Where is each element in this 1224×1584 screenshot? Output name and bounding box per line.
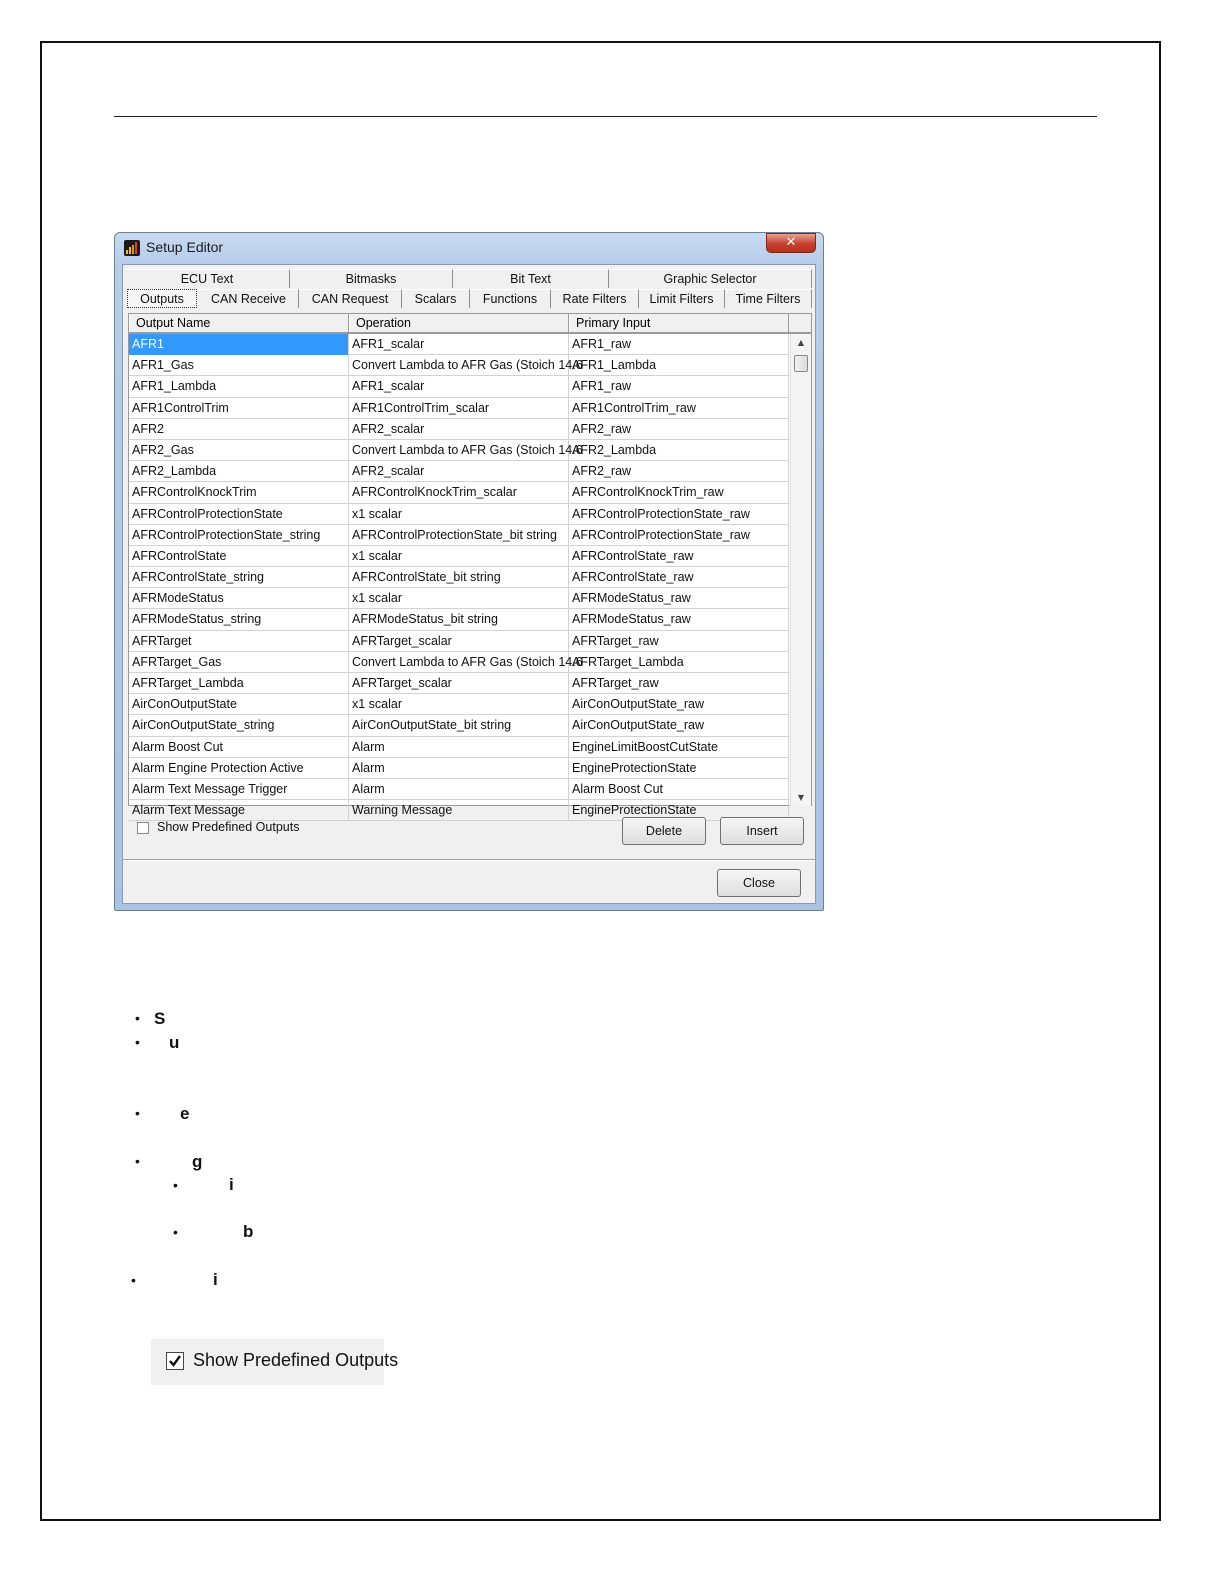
cell-output-name[interactable]: Alarm Boost Cut bbox=[129, 737, 349, 758]
cell-output-name[interactable]: AFRControlKnockTrim bbox=[129, 482, 349, 503]
tab-can-receive[interactable] bbox=[199, 289, 299, 308]
table-row[interactable] bbox=[129, 461, 789, 482]
tab-outputs[interactable] bbox=[127, 289, 197, 308]
column-header-primary-input[interactable]: Primary Input bbox=[569, 314, 789, 332]
tab-limit-filters[interactable] bbox=[639, 289, 725, 308]
table-row[interactable] bbox=[129, 398, 789, 419]
cell-output-name[interactable]: AFRControlState_string bbox=[129, 567, 349, 588]
table-row[interactable] bbox=[129, 758, 789, 779]
table-row[interactable] bbox=[129, 779, 789, 800]
close-icon: ✕ bbox=[785, 235, 797, 250]
tab-rate-filters[interactable] bbox=[551, 289, 639, 308]
bullet-text: b bbox=[243, 1222, 254, 1241]
cell-output-name[interactable]: AFR2_Lambda bbox=[129, 461, 349, 482]
table-row[interactable] bbox=[129, 673, 789, 694]
cell-primary-input[interactable]: AFRModeStatus_raw bbox=[569, 609, 789, 630]
bullet-dot: • bbox=[173, 1224, 178, 1240]
bullet-text: e bbox=[180, 1104, 190, 1123]
bullet-text: g bbox=[192, 1152, 203, 1171]
cell-output-name[interactable]: Alarm Text Message Trigger bbox=[129, 779, 349, 800]
tab-bit-text[interactable] bbox=[453, 269, 609, 288]
cell-operation[interactable]: x1 scalar bbox=[349, 546, 569, 567]
grid-rows bbox=[129, 334, 789, 818]
cell-operation[interactable]: Convert Lambda to AFR Gas (Stoich 14.6 bbox=[349, 355, 569, 376]
table-row[interactable] bbox=[129, 588, 789, 609]
table-row[interactable] bbox=[129, 631, 789, 652]
cell-primary-input[interactable]: AFR1ControlTrim_raw bbox=[569, 398, 789, 419]
column-header-operation[interactable]: Operation bbox=[349, 314, 569, 332]
bullet-dot: • bbox=[173, 1177, 178, 1193]
cell-output-name[interactable]: AirConOutputState bbox=[129, 694, 349, 715]
delete-button[interactable]: Delete bbox=[622, 817, 706, 845]
cell-primary-input[interactable]: AFRControlKnockTrim_raw bbox=[569, 482, 789, 503]
cell-output-name[interactable]: AFRTarget bbox=[129, 631, 349, 652]
tab-label: Outputs bbox=[140, 292, 184, 306]
cell-operation[interactable]: x1 scalar bbox=[349, 588, 569, 609]
table-row[interactable] bbox=[129, 504, 789, 525]
title-bar[interactable] bbox=[115, 233, 823, 263]
table-row[interactable] bbox=[129, 652, 789, 673]
cell-primary-input[interactable]: AFRTarget_raw bbox=[569, 673, 789, 694]
cell-primary-input[interactable]: AFRControlProtectionState_raw bbox=[569, 525, 789, 546]
column-header-output-name[interactable]: Output Name bbox=[129, 314, 349, 332]
cell-operation[interactable]: x1 scalar bbox=[349, 504, 569, 525]
cell-primary-input[interactable]: AirConOutputState_raw bbox=[569, 694, 789, 715]
tab-label: Functions bbox=[482, 292, 538, 306]
bullet-text: S bbox=[154, 1009, 166, 1028]
bar-graph-icon bbox=[124, 240, 140, 256]
table-row[interactable] bbox=[129, 694, 789, 715]
bullet-dot: • bbox=[135, 1010, 140, 1026]
cell-primary-input[interactable]: AFRTarget_raw bbox=[569, 631, 789, 652]
tab-graphic-selector[interactable] bbox=[609, 269, 812, 288]
tab-row-bottom bbox=[125, 289, 813, 309]
scroll-down-icon[interactable]: ▼ bbox=[797, 793, 805, 802]
cell-output-name[interactable]: AirConOutputState_string bbox=[129, 715, 349, 736]
cell-operation[interactable]: Alarm bbox=[349, 758, 569, 779]
cell-operation[interactable]: Convert Lambda to AFR Gas (Stoich 14.6 bbox=[349, 440, 569, 461]
bullet-text: i bbox=[229, 1175, 234, 1194]
tab-can-request[interactable] bbox=[299, 289, 402, 308]
tab-label: CAN Request bbox=[311, 292, 389, 306]
cell-output-name[interactable]: AFR2_Gas bbox=[129, 440, 349, 461]
cell-output-name[interactable]: AFR1 bbox=[129, 334, 349, 355]
cell-primary-input[interactable]: AFR1_Lambda bbox=[569, 355, 789, 376]
checkbox-checked-icon[interactable] bbox=[166, 1352, 184, 1370]
bullet-dot: • bbox=[135, 1034, 140, 1050]
cell-primary-input[interactable]: AFRControlState_raw bbox=[569, 546, 789, 567]
scroll-up-icon[interactable]: ▲ bbox=[797, 338, 805, 347]
table-row[interactable] bbox=[129, 440, 789, 461]
cell-primary-input[interactable]: AFRControlState_raw bbox=[569, 567, 789, 588]
table-row[interactable] bbox=[129, 546, 789, 567]
tab-label: Graphic Selector bbox=[663, 272, 757, 286]
tab-label: Limit Filters bbox=[649, 292, 714, 306]
cell-output-name[interactable]: Alarm Engine Protection Active bbox=[129, 758, 349, 779]
cell-primary-input[interactable]: AFR2_raw bbox=[569, 419, 789, 440]
cell-operation[interactable]: AFR1ControlTrim_scalar bbox=[349, 398, 569, 419]
checkbox-label: Show Predefined Outputs bbox=[157, 820, 300, 834]
cell-operation[interactable]: x1 scalar bbox=[349, 694, 569, 715]
window-client-area bbox=[122, 264, 816, 904]
cell-primary-input[interactable]: AFRControlProtectionState_raw bbox=[569, 504, 789, 525]
table-row[interactable] bbox=[129, 609, 789, 630]
cell-operation[interactable]: AFRControlState_bit string bbox=[349, 567, 569, 588]
tab-functions[interactable] bbox=[470, 289, 551, 308]
table-row[interactable] bbox=[129, 334, 789, 355]
checkbox-icon[interactable] bbox=[137, 822, 149, 834]
setup-editor-window bbox=[114, 232, 824, 911]
cell-operation[interactable]: AFR1_scalar bbox=[349, 376, 569, 397]
cell-primary-input[interactable]: AFR1_raw bbox=[569, 376, 789, 397]
table-row[interactable] bbox=[129, 482, 789, 503]
cell-output-name[interactable]: AFRModeStatus bbox=[129, 588, 349, 609]
cell-output-name[interactable]: AFRTarget_Lambda bbox=[129, 673, 349, 694]
cell-operation[interactable]: AFR2_scalar bbox=[349, 461, 569, 482]
table-row[interactable] bbox=[129, 567, 789, 588]
cell-output-name[interactable]: AFRControlProtectionState bbox=[129, 504, 349, 525]
scroll-thumb[interactable] bbox=[794, 355, 808, 372]
cell-output-name[interactable]: AFR2 bbox=[129, 419, 349, 440]
cell-primary-input[interactable]: AFRTarget_Lambda bbox=[569, 652, 789, 673]
tab-label: ECU Text bbox=[180, 272, 234, 286]
cell-output-name[interactable]: AFR1_Lambda bbox=[129, 376, 349, 397]
cell-primary-input[interactable]: EngineLimitBoostCutState bbox=[569, 737, 789, 758]
show-predefined-outputs-zoomed[interactable] bbox=[151, 1339, 399, 1385]
tab-time-filters[interactable] bbox=[725, 289, 812, 308]
cell-operation[interactable]: AirConOutputState_bit string bbox=[349, 715, 569, 736]
cell-output-name[interactable]: AFRControlProtectionState_string bbox=[129, 525, 349, 546]
tab-row-top bbox=[125, 269, 813, 289]
cell-operation[interactable]: Convert Lambda to AFR Gas (Stoich 14.6 bbox=[349, 652, 569, 673]
vertical-scrollbar[interactable] bbox=[790, 334, 811, 806]
grid-header bbox=[129, 314, 811, 334]
cell-operation[interactable]: AFRTarget_scalar bbox=[349, 673, 569, 694]
tab-label: Scalars bbox=[414, 292, 457, 306]
cell-operation[interactable]: AFRTarget_scalar bbox=[349, 631, 569, 652]
close-button[interactable]: Close bbox=[717, 869, 801, 897]
cell-operation[interactable]: AFRControlProtectionState_bit string bbox=[349, 525, 569, 546]
table-row[interactable] bbox=[129, 737, 789, 758]
tab-ecu-text[interactable] bbox=[125, 269, 290, 288]
table-row[interactable] bbox=[129, 376, 789, 397]
cell-output-name[interactable]: AFR1ControlTrim bbox=[129, 398, 349, 419]
cell-output-name[interactable]: AFRControlState bbox=[129, 546, 349, 567]
bullet-dot: • bbox=[135, 1105, 140, 1121]
cell-primary-input[interactable]: AFR2_raw bbox=[569, 461, 789, 482]
outputs-grid bbox=[128, 313, 812, 818]
bullet-text: i bbox=[213, 1270, 218, 1289]
tab-scalars[interactable] bbox=[402, 289, 470, 308]
tab-label: Time Filters bbox=[735, 292, 801, 306]
cell-operation[interactable]: AFR2_scalar bbox=[349, 419, 569, 440]
zoomed-checkbox-label: Show Predefined Outputs bbox=[193, 1350, 399, 1370]
cell-primary-input[interactable]: AFR2_Lambda bbox=[569, 440, 789, 461]
cell-output-name[interactable]: AFRModeStatus_string bbox=[129, 609, 349, 630]
cell-primary-input[interactable]: EngineProtectionState bbox=[569, 758, 789, 779]
table-row[interactable] bbox=[129, 355, 789, 376]
cell-output-name[interactable]: Alarm Text Message bbox=[129, 800, 349, 821]
table-row[interactable] bbox=[129, 715, 789, 736]
cell-primary-input[interactable]: EngineProtectionState bbox=[569, 800, 789, 821]
tab-label: Bit Text bbox=[510, 272, 551, 286]
close-window-button[interactable] bbox=[766, 233, 816, 253]
bullet-dot: • bbox=[135, 1153, 140, 1169]
cell-output-name[interactable]: AFRTarget_Gas bbox=[129, 652, 349, 673]
cell-primary-input[interactable]: AFRModeStatus_raw bbox=[569, 588, 789, 609]
table-row[interactable] bbox=[129, 525, 789, 546]
cell-output-name[interactable]: AFR1_Gas bbox=[129, 355, 349, 376]
cell-primary-input[interactable]: Alarm Boost Cut bbox=[569, 779, 789, 800]
cell-primary-input[interactable]: AFR1_raw bbox=[569, 334, 789, 355]
cell-operation[interactable]: AFR1_scalar bbox=[349, 334, 569, 355]
cell-operation[interactable]: Warning Message bbox=[349, 800, 569, 821]
cell-operation[interactable]: Alarm bbox=[349, 737, 569, 758]
cell-operation[interactable]: AFRControlKnockTrim_scalar bbox=[349, 482, 569, 503]
header-rule bbox=[114, 116, 1097, 117]
cell-operation[interactable]: Alarm bbox=[349, 779, 569, 800]
window-title: Setup Editor bbox=[146, 239, 224, 255]
footer-separator bbox=[123, 859, 815, 861]
bullet-dot: • bbox=[131, 1272, 136, 1288]
cell-operation[interactable]: AFRModeStatus_bit string bbox=[349, 609, 569, 630]
tab-bitmasks[interactable] bbox=[290, 269, 453, 288]
tab-label: CAN Receive bbox=[210, 292, 287, 306]
table-row[interactable] bbox=[129, 419, 789, 440]
bullet-text: u bbox=[169, 1033, 180, 1052]
insert-button[interactable]: Insert bbox=[720, 817, 804, 845]
tab-label: Rate Filters bbox=[562, 292, 627, 306]
cell-primary-input[interactable]: AirConOutputState_raw bbox=[569, 715, 789, 736]
tab-label: Bitmasks bbox=[345, 272, 397, 286]
